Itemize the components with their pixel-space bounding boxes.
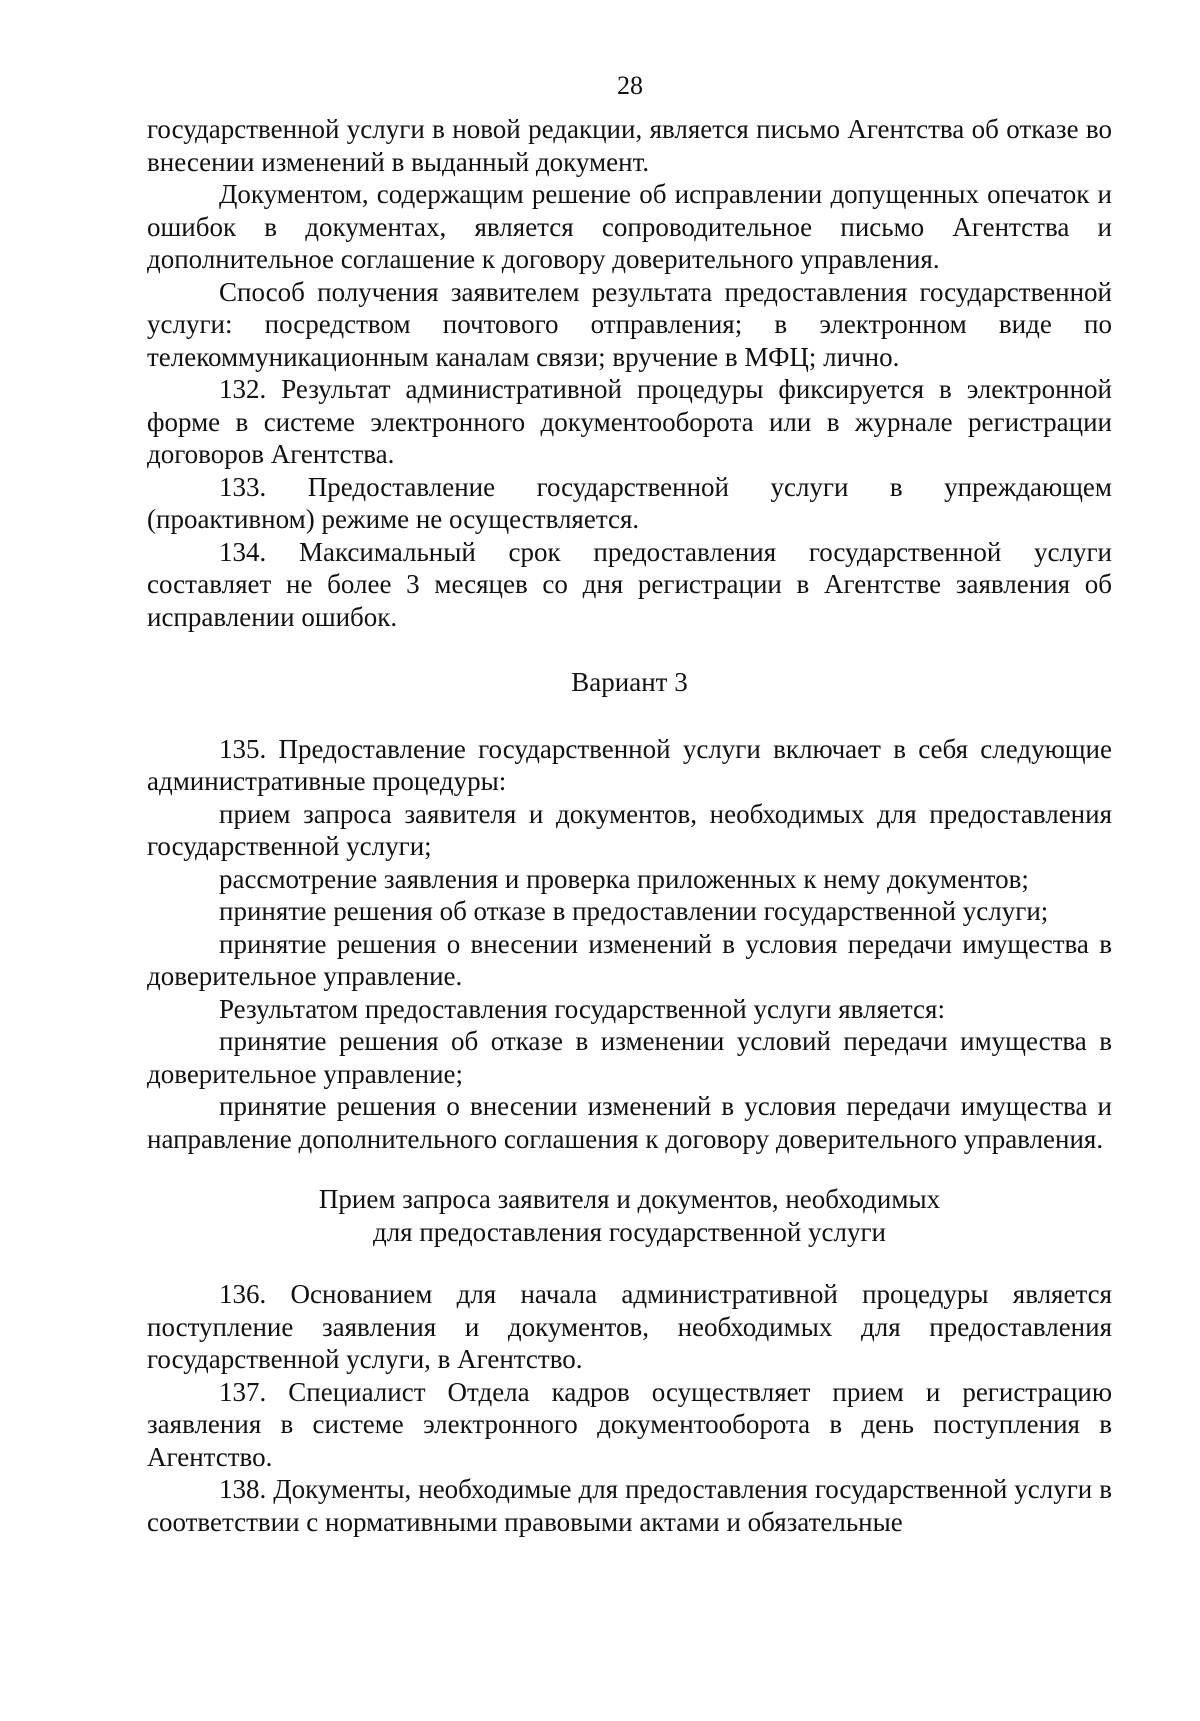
paragraph-135: 135. Предоставление государственной услуги включает в себя следующие административные процедуры: xyxy=(147,733,1112,796)
paragraph: Документом, содержащим решение об исправлении допущенных опечаток и ошибок в документах, является сопроводительное письмо Агентства и дополнительное соглашение к договору доверительного управления. xyxy=(147,179,1112,274)
list-item: принятие решения об отказе в изменении условий передачи имущества в доверительное управление; xyxy=(147,1026,1112,1089)
page-number: 28 xyxy=(617,71,643,100)
paragraph-138: 138. Документы, необходимые для предоставления государственной услуги в соответствии с нормативными правовыми актами и обязательные xyxy=(147,1474,1112,1537)
paragraph: Способ получения заявителем результата предоставления государственной услуги: посредством почтового отправления; в электронном виде по телекоммуникационным каналам связи; вручение в МФЦ; лично. xyxy=(147,276,1112,372)
paragraph: Результатом предоставления государственной услуги является: xyxy=(219,993,945,1024)
list-item: принятие решения об отказе в предоставлении государственной услуги; xyxy=(219,896,1049,926)
paragraph-133: 133. Предоставление государственной услуги в упреждающем (проактивном) режиме не осуществляется. xyxy=(147,471,1112,534)
paragraph-137: 137. Специалист Отдела кадров осуществляет прием и регистрацию заявления в системе электронного документооборота в день поступления в Агентство. xyxy=(147,1376,1112,1472)
list-item: принятие решения о внесении изменений в условия передачи имущества и направление дополнительного соглашения к договору доверительного управления. xyxy=(147,1091,1112,1154)
section-heading xyxy=(147,1183,1112,1248)
section-heading-line: для предоставления государственной услуги xyxy=(372,1216,887,1247)
paragraph-continuation: государственной услуги в новой редакции, является письмо Агентства об отказе во внесении изменений в выданный документ. xyxy=(147,114,1112,177)
list-item: прием запроса заявителя и документов, необходимых для предоставления государственной услуги; xyxy=(147,798,1112,861)
section-heading-line: Прием запроса заявителя и документов, необходимых xyxy=(318,1184,941,1214)
paragraph-136: 136. Основанием для начала административной процедуры является поступление заявления и документов, необходимых для предоставления государственной услуги, в Агентство. xyxy=(147,1279,1112,1374)
variant-heading: Вариант 3 xyxy=(571,667,688,697)
list-item: принятие решения о внесении изменений в условия передачи имущества в доверительное управление. xyxy=(147,928,1112,991)
list-item: рассмотрение заявления и проверка приложенных к нему документов; xyxy=(219,863,1029,894)
paragraph-134: 134. Максимальный срок предоставления государственной услуги составляет не более 3 месяцев со дня регистрации в Агентстве заявления об исправлении ошибок. xyxy=(147,536,1112,632)
document-body xyxy=(147,113,1112,1538)
paragraph-132: 132. Результат административной процедуры фиксируется в электронной форме в системе электронного документооборота или в журнале регистрации договоров Агентства. xyxy=(147,374,1112,469)
